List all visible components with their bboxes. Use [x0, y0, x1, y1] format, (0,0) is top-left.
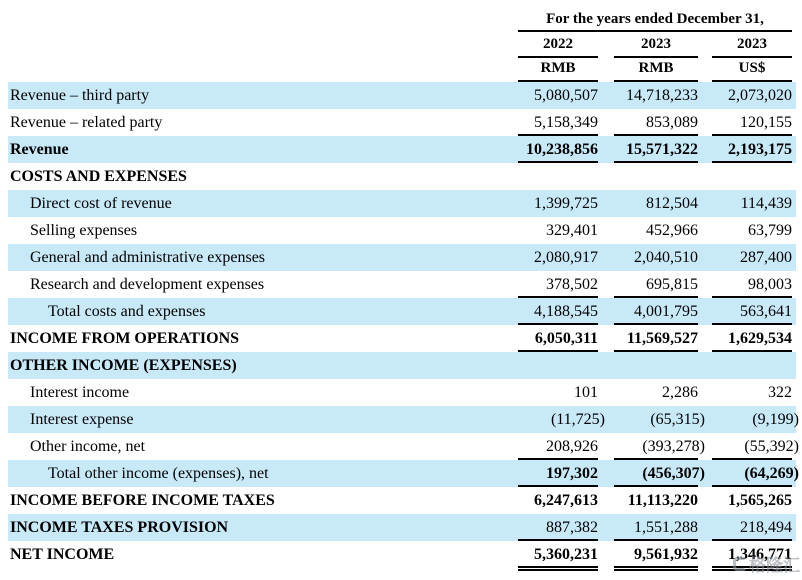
table-row — [8, 406, 799, 433]
row-label: Revenue – related party — [10, 114, 163, 131]
table-row — [8, 82, 796, 109]
header-years-row — [8, 32, 796, 58]
header-currency-rmb-2022: RMB — [518, 58, 598, 82]
row-label: Interest income — [30, 384, 130, 401]
value-2023-rmb: 2,286 — [662, 384, 698, 401]
row-label: COSTS AND EXPENSES — [10, 168, 187, 185]
row-label: Total other income (expenses), net — [48, 465, 269, 482]
row-label: Revenue — [10, 141, 69, 158]
value-2023-rmb — [614, 163, 698, 190]
table-row — [8, 217, 796, 244]
table-row — [8, 190, 796, 217]
value-2023-usd: 287,400 — [740, 249, 792, 266]
value-2022-rmb: 5,158,349 — [518, 109, 598, 136]
value-2023-usd — [712, 163, 792, 190]
value-2023-usd: (9,199) — [752, 411, 799, 428]
value-2023-usd: 114,439 — [740, 195, 792, 212]
header-year-2023-rmb: 2023 — [614, 32, 698, 58]
value-2022-rmb: 208,926 — [518, 433, 598, 460]
value-2023-rmb: 11,113,220 — [627, 492, 698, 509]
value-2023-rmb: 15,571,322 — [614, 136, 698, 163]
row-label: OTHER INCOME (EXPENSES) — [10, 357, 237, 374]
value-2022-rmb: 6,050,311 — [518, 325, 598, 352]
row-label: Total costs and expenses — [48, 303, 206, 320]
header-year-2022: 2022 — [518, 32, 598, 58]
row-label: General and administrative expenses — [30, 249, 266, 266]
value-2022-rmb: 197,302 — [518, 460, 598, 487]
value-2023-rmb: 4,001,795 — [614, 298, 698, 325]
value-2023-rmb — [614, 352, 698, 379]
value-2023-usd: 2,073,020 — [728, 87, 792, 104]
value-2022-rmb — [518, 163, 598, 190]
value-2023-rmb: 2,040,510 — [634, 249, 698, 266]
value-2023-rmb: 1,551,288 — [614, 514, 698, 541]
gelonghui-watermark — [733, 551, 800, 576]
row-label: Other income, net — [30, 438, 146, 455]
value-2022-rmb: 887,382 — [518, 514, 598, 541]
value-2022-rmb: 6,247,613 — [534, 492, 598, 509]
value-2023-usd: 218,494 — [712, 514, 792, 541]
watermark-text: 格隆汇 — [749, 556, 800, 576]
row-label: Interest expense — [30, 411, 134, 428]
value-2022-rmb: 2,080,917 — [534, 249, 598, 266]
header-spacer — [8, 58, 518, 82]
table-row — [8, 136, 796, 163]
value-2022-rmb: 101 — [574, 384, 598, 401]
value-2023-usd: 1,565,265 — [728, 492, 792, 509]
row-label: Selling expenses — [30, 222, 138, 239]
table-row — [8, 244, 796, 271]
value-2023-rmb: 9,561,932 — [614, 541, 698, 568]
value-2023-rmb: 853,089 — [614, 109, 698, 136]
row-label: NET INCOME — [10, 546, 115, 563]
value-2023-usd: 1,629,534 — [712, 325, 792, 352]
value-2023-usd: 120,155 — [712, 109, 792, 136]
header-spanner: For the years ended December 31, — [518, 8, 792, 32]
row-label: Research and development expenses — [30, 276, 265, 293]
table-body — [0, 82, 802, 568]
value-2023-usd: (64,269) — [712, 460, 792, 487]
value-2023-usd: 1,346,771 — [712, 541, 792, 568]
value-2023-rmb: 812,504 — [646, 195, 698, 212]
value-2023-rmb: 695,815 — [614, 271, 698, 298]
table-row — [8, 271, 796, 298]
value-2023-usd: 2,193,175 — [712, 136, 792, 163]
header-currency-rmb-2023: RMB — [614, 58, 698, 82]
table-row — [8, 298, 796, 325]
header-spacer — [8, 8, 518, 32]
value-2023-rmb: (393,278) — [614, 433, 698, 460]
value-2022-rmb: 378,502 — [518, 271, 598, 298]
value-2023-usd: 322 — [768, 384, 792, 401]
table-row — [8, 433, 799, 460]
table-row — [8, 109, 796, 136]
table-row — [8, 541, 796, 568]
table-row — [8, 379, 796, 406]
income-statement-table — [0, 8, 802, 568]
value-2023-rmb: (456,307) — [614, 460, 698, 487]
row-label: Direct cost of revenue — [30, 195, 172, 212]
value-2023-rmb: 14,718,233 — [626, 87, 698, 104]
value-2023-rmb: 452,966 — [646, 222, 698, 239]
value-2023-usd: 63,799 — [748, 222, 792, 239]
value-2023-usd — [712, 352, 792, 379]
table-row — [8, 325, 796, 352]
header-currency-row — [8, 58, 796, 82]
row-label: INCOME TAXES PROVISION — [10, 519, 229, 536]
value-2023-usd: (55,392) — [712, 433, 792, 460]
value-2023-usd: 563,641 — [712, 298, 792, 325]
value-2022-rmb — [518, 352, 598, 379]
header-currency-usd-2023: US$ — [712, 58, 792, 82]
value-2022-rmb: 329,401 — [546, 222, 598, 239]
value-2023-usd: 98,003 — [712, 271, 792, 298]
table-row — [8, 460, 799, 487]
table-row — [8, 163, 796, 190]
value-2022-rmb: 4,188,545 — [518, 298, 598, 325]
header-spanner-row — [8, 8, 796, 32]
value-2022-rmb: 1,399,725 — [534, 195, 598, 212]
row-label: INCOME FROM OPERATIONS — [10, 330, 240, 347]
row-label: Revenue – third party — [10, 87, 150, 104]
header-spacer — [8, 32, 518, 58]
value-2023-rmb: 11,569,527 — [614, 325, 698, 352]
gelonghui-logo-icon — [733, 557, 747, 571]
row-label: INCOME BEFORE INCOME TAXES — [10, 492, 275, 509]
table-row — [8, 352, 796, 379]
value-2022-rmb: (11,725) — [550, 411, 605, 428]
table-row — [8, 487, 796, 514]
value-2022-rmb: 5,080,507 — [534, 87, 598, 104]
value-2023-rmb: (65,315) — [650, 411, 705, 428]
table-row — [8, 514, 796, 541]
header-year-2023-usd: 2023 — [712, 32, 792, 58]
value-2022-rmb: 10,238,856 — [518, 136, 598, 163]
value-2022-rmb: 5,360,231 — [518, 541, 598, 568]
